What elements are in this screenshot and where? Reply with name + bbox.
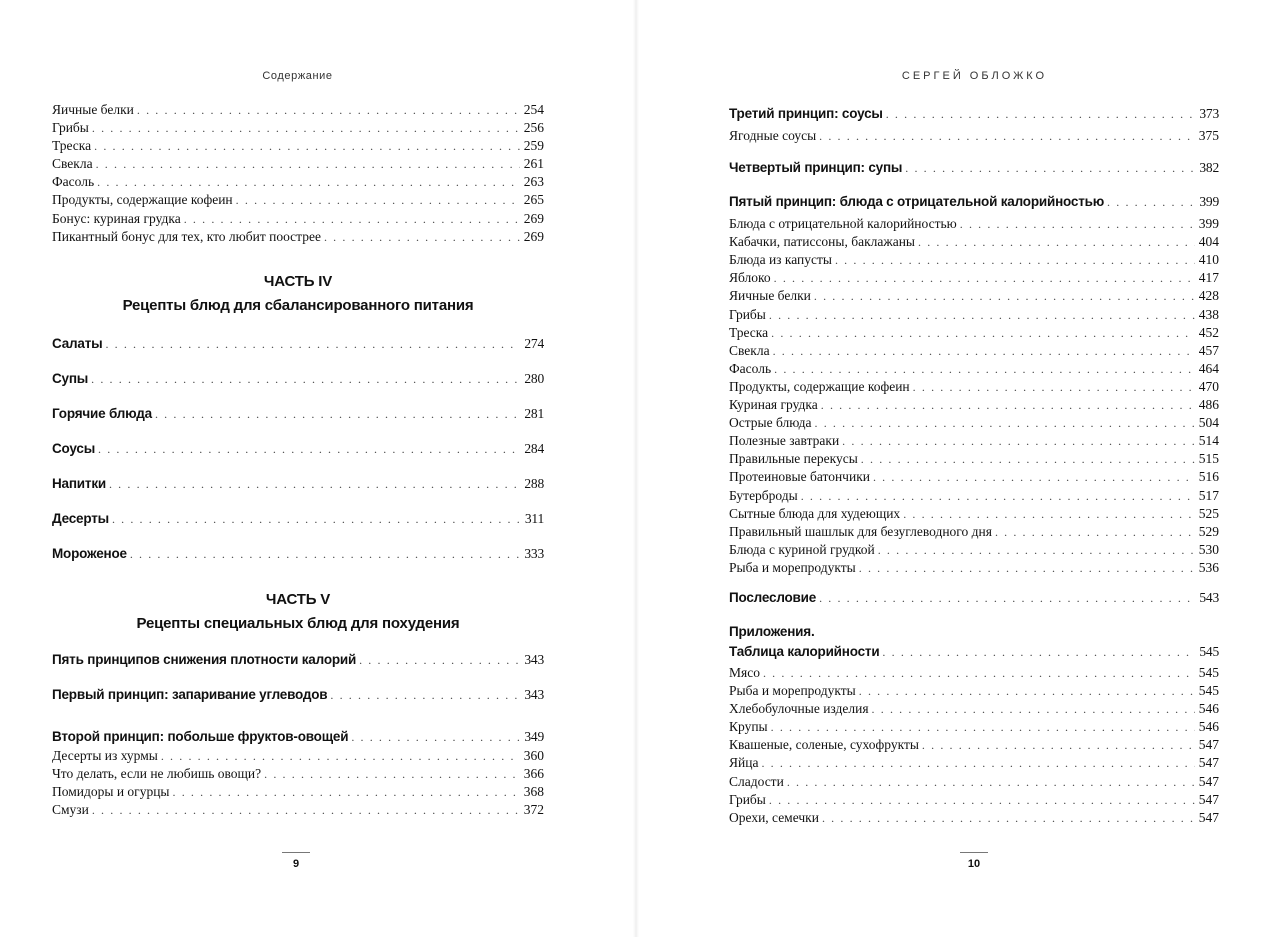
entry-title: Рыба и морепродукты: [729, 683, 856, 699]
toc-entry[interactable]: [729, 192, 1219, 212]
leader-dots: [330, 685, 520, 705]
entry-title: Фасоль: [52, 174, 95, 190]
running-head: СЕРГЕЙ ОБЛОЖКО: [901, 70, 1048, 82]
entry-title: Сладости: [729, 773, 784, 789]
entry-title: Орехи, семечки: [729, 809, 819, 825]
toc-group: [52, 101, 544, 246]
entry-title: Продукты, содержащие кофеин: [729, 378, 910, 394]
leader-dots: [882, 642, 1195, 662]
entry-page: 372: [523, 802, 544, 818]
toc-entry[interactable]: [52, 404, 544, 424]
entry-page: 333: [524, 545, 544, 561]
leader-dots: [771, 324, 1195, 342]
leader-dots: [92, 801, 520, 819]
entry-page: 256: [523, 120, 544, 136]
leader-dots: [819, 127, 1195, 145]
toc-entry[interactable]: [52, 439, 544, 459]
entry-title: Яичные белки: [52, 102, 134, 117]
toc-entry[interactable]: [52, 783, 544, 801]
entry-page: 547: [1198, 737, 1219, 753]
toc-entry[interactable]: [729, 505, 1219, 523]
entry-page: 382: [1199, 160, 1219, 176]
leader-dots: [130, 544, 521, 564]
entry-page: 269: [523, 210, 544, 226]
entry-page: 547: [1198, 791, 1219, 807]
entry-title: Супы: [52, 370, 89, 386]
leader-dots: [822, 809, 1195, 827]
entry-title: Продукты, содержащие кофеин: [52, 192, 233, 208]
toc-entry[interactable]: [52, 727, 544, 747]
entry-page: 452: [1198, 324, 1219, 340]
entry-title: Треска: [729, 324, 769, 340]
entry-page: 404: [1198, 234, 1219, 250]
leader-dots: [821, 396, 1195, 414]
leader-dots: [763, 664, 1195, 682]
entry-page: 543: [1199, 589, 1219, 605]
entry-title: Второй принцип: побольше фруктов-овощей: [52, 728, 349, 744]
leader-dots: [761, 754, 1194, 772]
entry-page: 530: [1198, 541, 1219, 557]
entry-page: 343: [524, 686, 544, 702]
leader-dots: [773, 342, 1195, 360]
toc-entry[interactable]: [729, 642, 1219, 662]
page-number: 9: [276, 852, 316, 870]
entry-page: 547: [1198, 755, 1219, 771]
toc-entry[interactable]: [729, 158, 1219, 178]
toc-entry[interactable]: [729, 432, 1219, 450]
toc-group: [729, 664, 1219, 827]
toc-entry[interactable]: [729, 664, 1219, 682]
part-title: Рецепты специальных блюд для похудения: [136, 614, 460, 632]
leader-dots: [918, 233, 1195, 251]
entry-title: Напитки: [52, 475, 106, 491]
toc-entry[interactable]: [729, 414, 1219, 432]
entry-title: Что делать, если не любишь овощи?: [52, 765, 262, 781]
entry-page: 547: [1198, 809, 1219, 825]
toc-entry[interactable]: [729, 736, 1219, 754]
toc-entry[interactable]: [52, 334, 544, 354]
entry-title: Десерты: [52, 510, 109, 526]
toc-entry[interactable]: [729, 269, 1219, 287]
entry-title: Свекла: [52, 156, 93, 172]
toc-entry[interactable]: [729, 360, 1219, 378]
entry-page: 515: [1198, 451, 1219, 467]
leader-dots: [264, 765, 520, 783]
toc-entry[interactable]: [52, 544, 544, 564]
entry-page: 504: [1198, 415, 1219, 431]
leader-dots: [995, 523, 1195, 541]
running-head: Содержание: [262, 70, 333, 82]
leader-dots: [819, 588, 1195, 608]
leader-dots: [835, 251, 1195, 269]
entry-title: Блюда с отрицательной калорийностью: [729, 216, 957, 232]
toc-entry[interactable]: [52, 509, 544, 529]
leader-dots: [873, 468, 1195, 486]
left-page: [0, 0, 637, 937]
leader-dots: [173, 783, 520, 801]
entry-title: Салаты: [52, 335, 103, 351]
entry-page: 546: [1198, 701, 1219, 717]
toc-entry[interactable]: [729, 718, 1219, 736]
entry-page: 438: [1198, 306, 1219, 322]
entry-page: 366: [523, 765, 544, 781]
folio-rule: [282, 852, 310, 853]
toc-entry[interactable]: [729, 523, 1219, 541]
leader-dots: [814, 287, 1195, 305]
toc-entry[interactable]: [729, 104, 1219, 124]
toc-group: [52, 334, 544, 564]
entry-page: 536: [1198, 559, 1219, 575]
entry-title: Смузи: [52, 802, 89, 818]
entry-title: Мороженое: [52, 545, 127, 561]
leader-dots: [815, 414, 1195, 432]
part-label: ЧАСТЬ IV: [263, 272, 333, 290]
toc-entry[interactable]: [52, 155, 544, 173]
toc-entry[interactable]: [52, 101, 544, 119]
entry-page: 417: [1198, 270, 1219, 286]
entry-title: Бутерброды: [729, 487, 798, 503]
entry-title: Первый принцип: запаривание углеводов: [52, 686, 328, 702]
entry-title: Протеиновые батончики: [729, 469, 870, 485]
entry-title: Послесловие: [729, 589, 817, 605]
toc-entry[interactable]: [52, 650, 544, 670]
entry-title: Хлебобулочные изделия: [729, 701, 869, 717]
leader-dots: [97, 173, 520, 191]
entry-page: 547: [1198, 773, 1219, 789]
entry-page: 410: [1198, 252, 1219, 268]
entry-page: 274: [524, 335, 544, 351]
toc-entry[interactable]: [729, 127, 1219, 145]
leader-dots: [359, 650, 520, 670]
toc-entry[interactable]: [52, 228, 544, 246]
entry-page: 545: [1198, 664, 1219, 680]
entry-page: 261: [523, 156, 544, 172]
entry-page: 399: [1198, 216, 1219, 232]
toc-entry[interactable]: [729, 378, 1219, 396]
toc-entry[interactable]: [52, 369, 544, 389]
leader-dots: [859, 682, 1195, 700]
toc-entry[interactable]: [729, 287, 1219, 305]
toc-entry[interactable]: [729, 396, 1219, 414]
toc-column: [729, 104, 1219, 827]
leader-dots: [92, 119, 520, 137]
toc-entry[interactable]: [729, 809, 1219, 827]
entry-title: Горячие блюда: [52, 405, 152, 421]
entry-page: 269: [523, 228, 544, 244]
entry-title: Пятый принцип: блюда с отрицательной калорийностью: [729, 194, 1105, 210]
toc-group: [729, 215, 1219, 577]
leader-dots: [801, 487, 1195, 505]
entry-title: Четвертый принцип: супы: [729, 160, 903, 176]
entry-page: 343: [524, 651, 544, 667]
entry-page: 517: [1198, 487, 1219, 503]
entry-title: Помидоры и огурцы: [52, 783, 170, 799]
leader-dots: [91, 369, 520, 389]
entry-title: Таблица калорийности: [729, 643, 880, 659]
entry-title: Грибы: [729, 791, 766, 807]
right-page: [637, 0, 1275, 937]
entry-title: Острые блюда: [729, 415, 812, 431]
entry-page: 263: [523, 174, 544, 190]
leader-dots: [878, 541, 1195, 559]
leader-dots: [105, 334, 520, 354]
toc-entry[interactable]: [729, 559, 1219, 577]
entry-page: 464: [1198, 360, 1219, 376]
entry-title: Яйца: [729, 755, 759, 771]
leader-dots: [842, 432, 1195, 450]
entry-page: 525: [1198, 505, 1219, 521]
leader-dots: [109, 474, 520, 494]
entry-page: 457: [1198, 342, 1219, 358]
leader-dots: [137, 101, 520, 119]
toc-entry[interactable]: [729, 700, 1219, 718]
leader-dots: [324, 228, 520, 246]
toc-entry[interactable]: [729, 306, 1219, 324]
entry-title: Грибы: [729, 306, 766, 322]
toc-entry[interactable]: [52, 119, 544, 137]
toc-entry[interactable]: [729, 450, 1219, 468]
entry-title: Треска: [52, 138, 92, 154]
toc-entry[interactable]: [729, 215, 1219, 233]
toc-entry[interactable]: [729, 541, 1219, 559]
part-title: Рецепты блюд для сбалансированного питания: [122, 296, 474, 314]
leader-dots: [787, 773, 1195, 791]
toc-entry[interactable]: [729, 342, 1219, 360]
entry-page: 349: [524, 728, 544, 744]
entry-title: Мясо: [729, 664, 760, 680]
entry-title: Квашеные, соленые, сухофрукты: [729, 737, 919, 753]
entry-title: Крупы: [729, 719, 768, 735]
leader-dots: [960, 215, 1195, 233]
entry-page: 545: [1199, 643, 1219, 659]
toc-entry[interactable]: [729, 233, 1219, 251]
leader-dots: [771, 718, 1195, 736]
toc-entry[interactable]: [52, 747, 544, 765]
leader-dots: [351, 727, 520, 747]
entry-page: 288: [524, 475, 544, 491]
toc-entry[interactable]: [729, 682, 1219, 700]
entry-page: 281: [524, 405, 544, 421]
leader-dots: [112, 509, 521, 529]
leader-dots: [184, 210, 520, 228]
entry-title: Полезные завтраки: [729, 433, 840, 449]
toc-entry[interactable]: [52, 191, 544, 209]
leader-dots: [903, 505, 1195, 523]
entry-title: Яблоко: [729, 270, 771, 286]
entry-title: Пикантный бонус для тех, кто любит поострее: [52, 228, 321, 244]
leader-dots: [886, 104, 1196, 124]
leader-dots: [769, 306, 1195, 324]
entry-page: 373: [1199, 106, 1219, 121]
leader-dots: [94, 137, 520, 155]
toc-entry[interactable]: [52, 210, 544, 228]
leader-dots: [872, 700, 1195, 718]
entry-page: 546: [1198, 719, 1219, 735]
toc-entry[interactable]: [52, 801, 544, 819]
page-number: 10: [954, 852, 994, 870]
leader-dots: [769, 791, 1195, 809]
toc-entry[interactable]: [729, 468, 1219, 486]
entry-title: Блюда с куриной грудкой: [729, 541, 875, 557]
entry-title: Бонус: куриная грудка: [52, 210, 181, 226]
toc-entry[interactable]: [52, 765, 544, 783]
toc-group: [52, 747, 544, 819]
entry-page: 259: [523, 138, 544, 154]
entry-page: 280: [524, 370, 544, 386]
entry-title: Десерты из хурмы: [52, 747, 158, 763]
toc-entry[interactable]: [52, 173, 544, 191]
folio-rule: [960, 852, 988, 853]
entry-title: Рыба и морепродукты: [729, 559, 856, 575]
leader-dots: [98, 439, 520, 459]
toc-column: [52, 101, 544, 819]
leader-dots: [161, 747, 520, 765]
part-label: ЧАСТЬ V: [265, 590, 331, 608]
entry-title: Сытные блюда для худеющих: [729, 505, 901, 521]
toc-entry[interactable]: [729, 588, 1219, 608]
leader-dots: [913, 378, 1195, 396]
entry-page: 428: [1198, 288, 1219, 304]
leader-dots: [1107, 192, 1195, 212]
entry-page: 375: [1198, 128, 1219, 143]
leader-dots: [774, 360, 1195, 378]
entry-title: Блюда из капусты: [729, 252, 832, 268]
leader-dots: [859, 559, 1195, 577]
toc-entry[interactable]: [729, 324, 1219, 342]
leader-dots: [236, 191, 520, 209]
entry-page: 368: [523, 783, 544, 799]
entry-page: 360: [523, 747, 544, 763]
entry-page: 545: [1198, 683, 1219, 699]
entry-title: Правильные перекусы: [729, 451, 858, 467]
toc-entry[interactable]: [52, 685, 544, 705]
leader-dots: [155, 404, 520, 424]
appendix-label: Приложения.: [729, 623, 815, 639]
entry-page: 284: [524, 440, 544, 456]
leader-dots: [774, 269, 1195, 287]
entry-title: Кабачки, патиссоны, баклажаны: [729, 234, 915, 250]
entry-title: Третий принцип: соусы: [729, 106, 883, 121]
entry-title: Яичные белки: [729, 288, 811, 304]
entry-page: 470: [1198, 378, 1219, 394]
toc-entry[interactable]: [729, 251, 1219, 269]
entry-title: Пять принципов снижения плотности калорий: [52, 651, 357, 667]
entry-title: Куриная грудка: [729, 397, 818, 413]
entry-title: Фасоль: [729, 360, 772, 376]
toc-entry[interactable]: [52, 474, 544, 494]
leader-dots: [922, 736, 1195, 754]
entry-page: 399: [1199, 194, 1219, 210]
entry-page: 311: [524, 510, 544, 526]
leader-dots: [861, 450, 1195, 468]
toc-entry[interactable]: [729, 773, 1219, 791]
entry-title: Ягодные соусы: [729, 128, 817, 143]
entry-page: 254: [523, 102, 544, 117]
entry-page: 516: [1198, 469, 1219, 485]
entry-title: Правильный шашлык для безуглеводного дня: [729, 523, 992, 539]
entry-page: 486: [1198, 397, 1219, 413]
entry-page: 514: [1198, 433, 1219, 449]
entry-title: Грибы: [52, 120, 89, 136]
toc-entry[interactable]: [729, 487, 1219, 505]
entry-page: 265: [523, 192, 544, 208]
entry-title: Свекла: [729, 342, 770, 358]
toc-entry[interactable]: [729, 791, 1219, 809]
leader-dots: [905, 158, 1195, 178]
entry-title: Соусы: [52, 440, 96, 456]
leader-dots: [96, 155, 520, 173]
toc-entry[interactable]: [729, 754, 1219, 772]
toc-entry[interactable]: [52, 137, 544, 155]
entry-page: 529: [1198, 523, 1219, 539]
